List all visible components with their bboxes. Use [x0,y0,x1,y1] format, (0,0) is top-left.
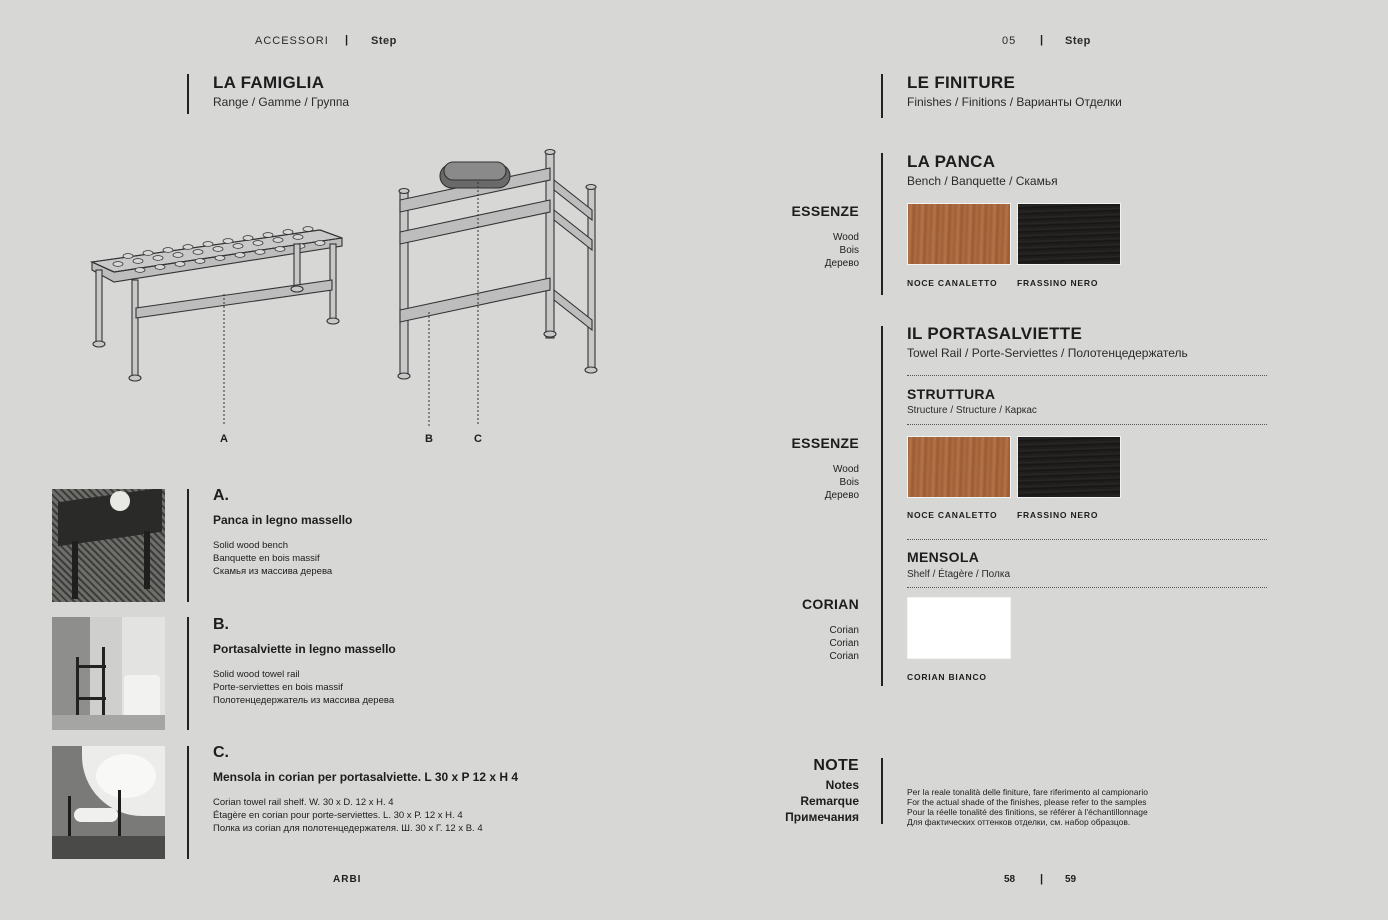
divider [907,424,1267,425]
swatch-label-noce-rail: NOCE CANALETTO [907,510,998,520]
right-header-section: 05 [1002,35,1017,47]
struttura-title: STRUTTURA [907,386,996,402]
portasalviette-title: IL PORTASALVIETTE [907,324,1083,343]
struttura-subtitle: Structure / Structure / Каркас [907,405,1037,416]
swatch-frassino-nero-rail [1017,436,1121,498]
note-langs: Notes Remarque Примечания [785,778,859,824]
left-header-section: ACCESSORI [255,35,329,47]
divider [907,539,1267,540]
panca-essenze-langs: Wood Bois Дерево [824,232,859,269]
photo-bench [52,489,165,602]
footer-brand: ARBI [333,874,362,885]
portasalviette-bar [881,326,883,686]
finiture-bar [881,74,883,118]
famiglia-title: LA FAMIGLIA [213,73,325,92]
swatch-label-nero-rail: FRASSINO NERO [1017,510,1099,520]
famiglia-bar [187,74,189,114]
swatch-noce-canaletto-panca [907,203,1011,265]
drawing-label-a: A [220,433,228,445]
note-bar [881,758,883,824]
mensola-subtitle: Shelf / Étagère / Полка [907,569,1011,580]
left-header-separator: | [345,34,349,46]
item-b-title: Portasalviette in legno massello [213,642,396,656]
drawing-label-b: B [425,433,433,445]
swatch-frassino-nero-panca [1017,203,1121,265]
swatch-label-corian: CORIAN BIANCO [907,672,987,682]
portasalviette-essenze-langs: Wood Bois Дерево [824,464,859,501]
left-header-brand: Step [371,35,397,47]
right-header-separator: | [1040,34,1044,46]
item-c-title: Mensola in corian per portasalviette. L 30 x P 12 x H 4 [213,770,519,784]
page-number-separator: | [1040,873,1044,885]
item-b-letter: B. [213,616,229,633]
finiture-title: LE FINITURE [907,73,1016,92]
product-drawing [80,140,620,460]
note-text: Per la reale tonalità delle finiture, fare riferimento al campionario For the actual shade of the finishes, please refer to the samples Pour la réelle tonalité des finitions, se référer à l'échantillonnage Для фактических оттенков отделки, см. набор образцов. [907,787,1148,827]
swatch-noce-canaletto-rail [907,436,1011,498]
finiture-subtitle: Finishes / Finitions / Варианты Отделки [907,95,1122,109]
item-a-title: Panca in legno massello [213,513,353,527]
item-c-bar [187,746,189,859]
item-b-bar [187,617,189,730]
divider [907,587,1267,588]
item-a-bar [187,489,189,602]
page-number-left: 58 [1004,874,1016,885]
item-a-desc: Solid wood bench Banquette en bois massif Скамья из массива дерева [213,540,333,577]
panca-title: LA PANCA [907,152,996,171]
right-header-brand: Step [1065,35,1091,47]
portasalviette-essenze-label: ESSENZE [791,435,859,451]
item-b-desc: Solid wood towel rail Porte-serviettes en bois massif Полотенцедержатель из массива дерева [213,669,395,706]
page-number-right: 59 [1065,874,1077,885]
panca-essenze-label: ESSENZE [791,203,859,219]
swatch-label-nero-panca: FRASSINO NERO [1017,278,1099,288]
item-c-desc: Corian towel rail shelf. W. 30 x D. 12 x H. 4 Étagère en corian pour porte-serviettes. L. 30 x P. 12 x H. 4 Полка из corian для полотенцедержателя. Ш. 30 x Г. 12 x В. 4 [213,797,483,834]
portasalviette-subtitle: Towel Rail / Porte-Serviettes / Полотенцедержатель [907,346,1188,360]
corian-langs: Corian Corian Corian [829,625,859,662]
panca-bar [881,153,883,295]
note-title: NOTE [813,757,859,774]
mensola-title: MENSOLA [907,549,980,565]
corian-label: CORIAN [801,596,859,612]
famiglia-subtitle: Range / Gamme / Группа [213,95,350,109]
item-c-letter: C. [213,744,229,761]
drawing-label-c: C [474,433,482,445]
item-a-letter: A. [213,487,229,504]
divider [907,375,1267,376]
swatch-label-noce-panca: NOCE CANALETTO [907,278,998,288]
panca-subtitle: Bench / Banquette / Скамья [907,174,1058,188]
photo-towel-rail [52,617,165,730]
swatch-corian-bianco [907,597,1011,659]
photo-shelf [52,746,165,859]
